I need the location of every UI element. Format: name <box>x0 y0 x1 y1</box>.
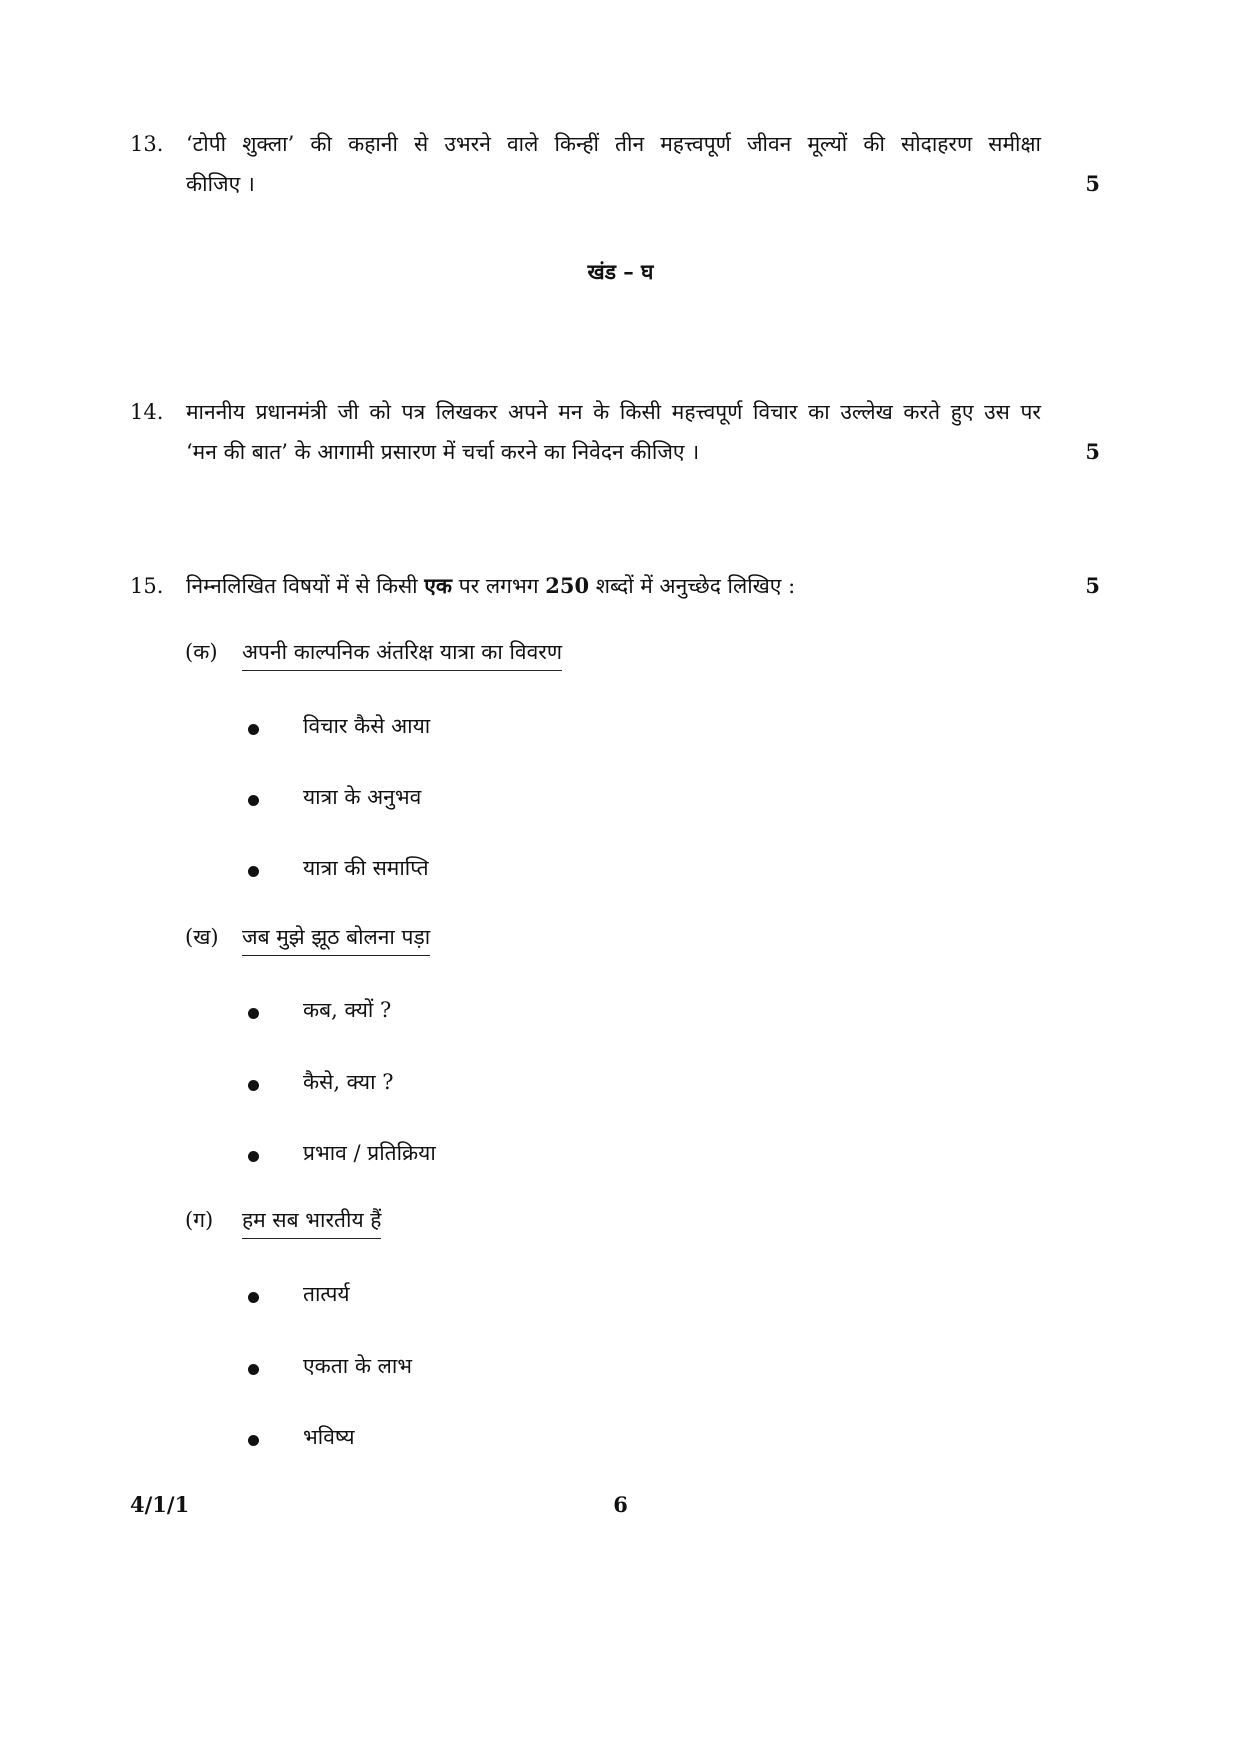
bullet-text: यात्रा के अनुभव <box>303 785 422 809</box>
bullet-icon <box>248 724 259 735</box>
section-heading: खंड – घ <box>587 259 654 284</box>
bullet-icon <box>248 1151 259 1162</box>
question-15 <box>130 566 1100 606</box>
question-text-line <box>186 566 1041 606</box>
bullet-text: विचार कैसे आया <box>303 714 431 738</box>
paper-code: 4/1/1 <box>130 1492 190 1517</box>
question-14 <box>130 392 1100 482</box>
question-number: 15. <box>130 574 164 598</box>
marks: 5 <box>1085 439 1100 464</box>
bullet-icon <box>248 866 259 877</box>
question-text: पर लगभग <box>452 574 546 598</box>
bullet-icon <box>248 1364 259 1375</box>
bullet-icon <box>248 795 259 806</box>
bullet-text: भविष्य <box>303 1425 355 1449</box>
option-letter: (ग) <box>185 1208 214 1232</box>
question-text-line: माननीय प्रधानमंत्री जी को पत्र लिखकर अपने मन के किसी महत्त्वपूर्ण विचार का उल्लेख करते हुए उस पर <box>186 400 1041 424</box>
bullet-text: कैसे, क्या ? <box>303 1070 394 1094</box>
option-kha <box>185 923 430 951</box>
bullet-icon <box>248 1008 259 1019</box>
bullet-icon <box>248 1435 259 1446</box>
bullet-icon <box>248 1080 259 1091</box>
bullet-text: तात्पर्य <box>303 1282 350 1306</box>
option-ga <box>185 1206 381 1234</box>
bullet-text: कब, क्यों ? <box>303 998 392 1022</box>
question-text-line: कीजिए । <box>186 172 255 196</box>
option-title: अपनी काल्पनिक अंतरिक्ष यात्रा का विवरण <box>242 640 562 671</box>
marks: 5 <box>1085 573 1100 598</box>
marks: 5 <box>1085 171 1100 196</box>
question-text-bold: 250 <box>545 573 590 598</box>
question-13 <box>130 124 1100 214</box>
option-title: जब मुझे झूठ बोलना पड़ा <box>242 925 430 956</box>
option-letter: (क) <box>185 640 218 664</box>
option-letter: (ख) <box>185 925 219 949</box>
option-title: हम सब भारतीय हैं <box>242 1208 381 1239</box>
question-number: 13. <box>130 132 164 156</box>
bullet-text: एकता के लाभ <box>303 1354 413 1378</box>
bullet-text: प्रभाव / प्रतिक्रिया <box>303 1141 436 1165</box>
bullet-text: यात्रा की समाप्ति <box>303 856 429 880</box>
bullet-icon <box>248 1292 259 1303</box>
page-number: 6 <box>613 1492 628 1517</box>
option-ka <box>185 638 562 666</box>
question-text-line: ‘टोपी शुक्ला’ की कहानी से उभरने वाले किन्हीं तीन महत्त्वपूर्ण जीवन मूल्यों की सोदाहरण समीक्षा <box>186 132 1041 156</box>
question-text-bold: एक <box>424 573 453 598</box>
question-text: शब्दों में अनुच्छेद लिखिए : <box>589 574 796 598</box>
question-text-line: ‘मन की बात’ के आगामी प्रसारण में चर्चा करने का निवेदन कीजिए । <box>186 440 700 464</box>
question-number: 14. <box>130 400 164 424</box>
question-text: निम्नलिखित विषयों में से किसी <box>186 574 425 598</box>
